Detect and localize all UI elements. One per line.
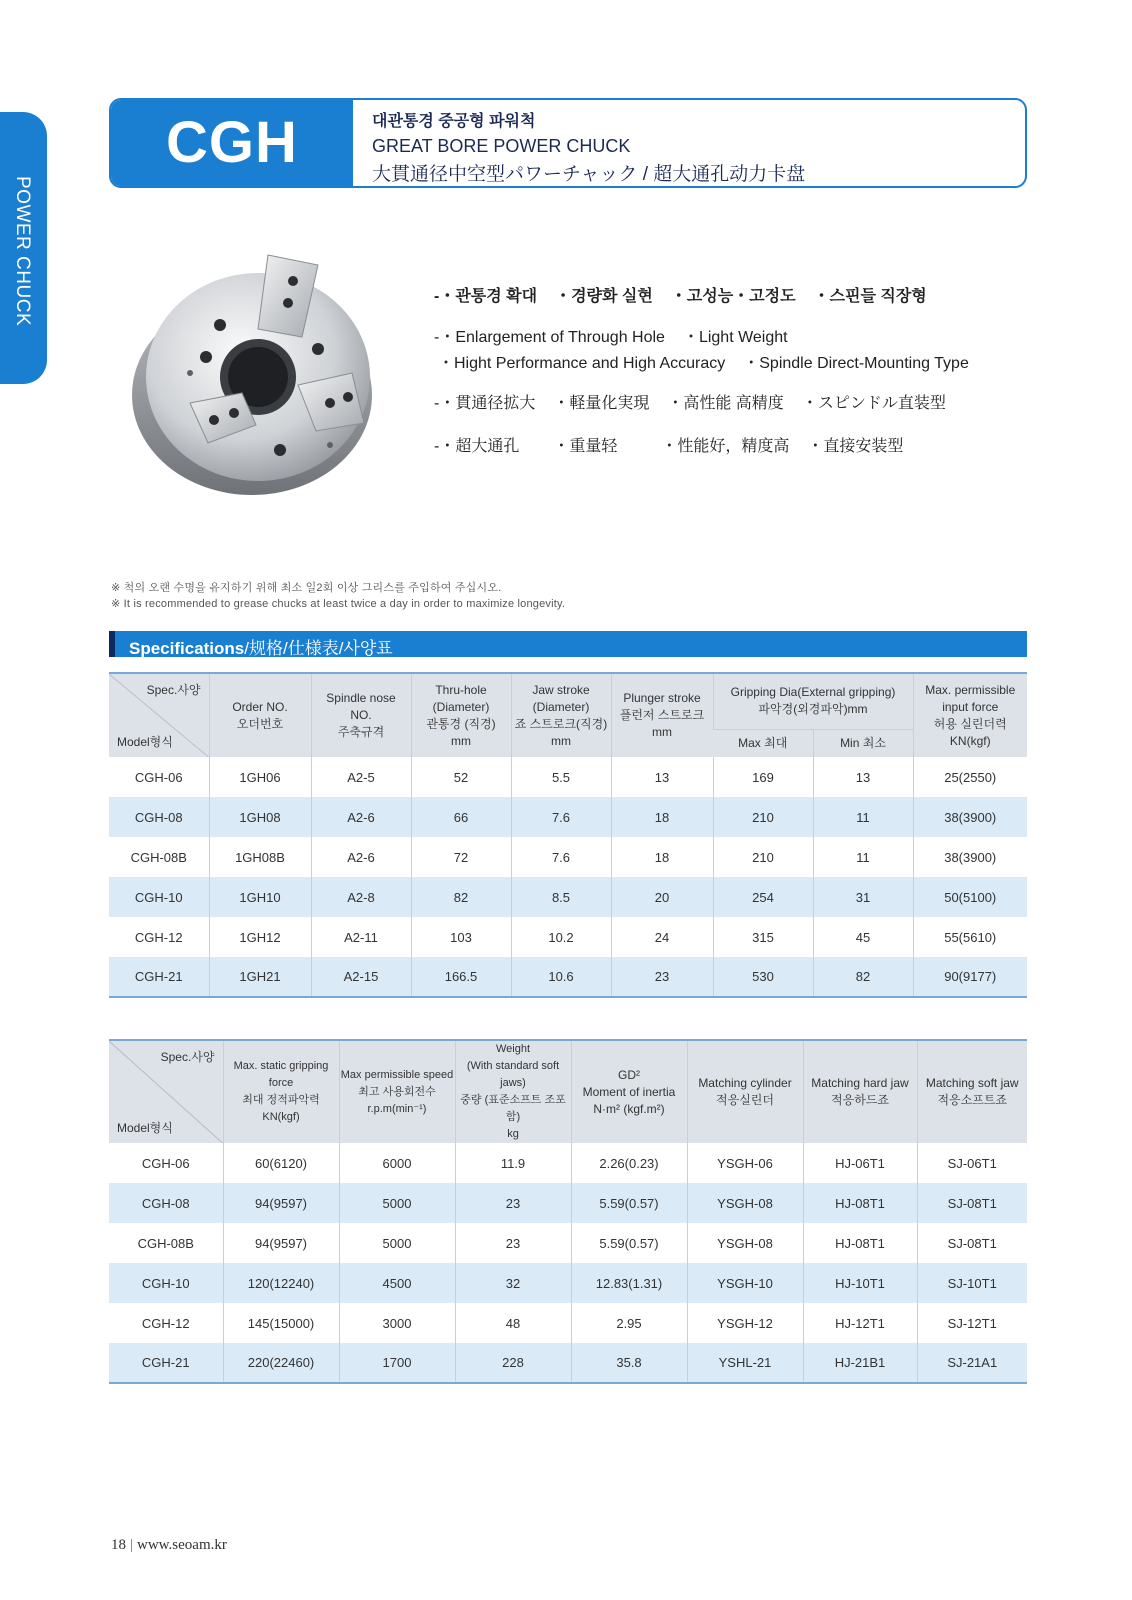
col-spindle-nose: Spindle nose NO. 주축규격: [311, 673, 411, 757]
product-code: CGH: [111, 100, 353, 186]
table-row: [109, 1263, 1027, 1303]
specifications-bar: [109, 631, 1027, 657]
table-cell: 94(9597): [223, 1183, 339, 1223]
table-cell: SJ-10T1: [917, 1263, 1027, 1303]
corner-cell: Spec.사양 Model형식: [109, 1040, 223, 1143]
table-cell: 1GH10: [209, 877, 311, 917]
table-cell: YSHL-21: [687, 1343, 803, 1383]
note-english: ※ It is recommended to grease chucks at least twice a day in order to maximize longevity.: [111, 598, 566, 610]
table-cell: YSGH-06: [687, 1143, 803, 1183]
table-row: [109, 797, 1027, 837]
table-cell: 32: [455, 1263, 571, 1303]
table-cell: 13: [611, 757, 713, 797]
table-cell: 66: [411, 797, 511, 837]
table-cell: 55(5610): [913, 917, 1027, 957]
side-tab-label: POWER CHUCK: [12, 176, 33, 327]
table-cell: 18: [611, 797, 713, 837]
power-chuck-image: [130, 245, 382, 503]
table-cell: HJ-12T1: [803, 1303, 917, 1343]
table-cell: 20: [611, 877, 713, 917]
table-cell: 11.9: [455, 1143, 571, 1183]
model-cell: CGH-10: [109, 877, 209, 917]
table-cell: 82: [813, 957, 913, 997]
model-cell: CGH-21: [109, 1343, 223, 1383]
features-english-2: ・Hight Performance and High Accuracy ・Spindle Direct-Mounting Type: [438, 355, 969, 372]
table-cell: 5.59(0.57): [571, 1223, 687, 1263]
table-cell: 31: [813, 877, 913, 917]
model-cell: CGH-08: [109, 1183, 223, 1223]
table-cell: 72: [411, 837, 511, 877]
model-cell: CGH-12: [141, 1315, 190, 1331]
title-english: GREAT BORE POWER CHUCK: [372, 136, 631, 156]
model-cell: CGH-06: [134, 769, 183, 785]
table-cell: 103: [411, 917, 511, 957]
specifications-title: Specifications/规格/仕様表/사양표: [129, 639, 393, 658]
table-cell: 94(9597): [223, 1223, 339, 1263]
table-cell: 228: [455, 1343, 571, 1383]
table-cell: 10.2: [511, 917, 611, 957]
table-cell: 169: [713, 757, 813, 797]
table-cell: 45: [813, 917, 913, 957]
table-cell: 1GH21: [209, 957, 311, 997]
col-grip-min: Min 최소: [813, 729, 913, 757]
table-cell: 50(5100): [913, 877, 1027, 917]
table-row: [109, 757, 1027, 797]
table-cell: 5.5: [511, 757, 611, 797]
table-cell: YSGH-10: [687, 1263, 803, 1303]
table-cell: HJ-08T1: [803, 1223, 917, 1263]
table-cell: 1GH08B: [209, 837, 311, 877]
spec-table-1: [109, 672, 1027, 998]
table-cell: 210: [713, 837, 813, 877]
table-cell: A2-5: [311, 757, 411, 797]
table-cell: 52: [411, 757, 511, 797]
table-cell: A2-11: [311, 917, 411, 957]
table-cell: 35.8: [571, 1343, 687, 1383]
col-order-no: Order NO. 오더번호: [209, 673, 311, 757]
table-cell: 11: [813, 837, 913, 877]
table-cell: 530: [713, 957, 813, 997]
table-row: [109, 1143, 1027, 1183]
table-cell: 3000: [339, 1303, 455, 1343]
table-cell: 38(3900): [913, 837, 1027, 877]
table-cell: YSGH-12: [687, 1303, 803, 1343]
table-cell: 11: [813, 797, 913, 837]
table-cell: 220(22460): [223, 1343, 339, 1383]
table-cell: A2-8: [311, 877, 411, 917]
table-cell: 5000: [339, 1183, 455, 1223]
table-cell: 23: [611, 957, 713, 997]
table-cell: 1GH06: [209, 757, 311, 797]
table-row: [109, 877, 1027, 917]
table-cell: 7.6: [511, 837, 611, 877]
table-cell: SJ-21A1: [917, 1343, 1027, 1383]
page-number: 18: [111, 1537, 126, 1553]
spec-table-2: [109, 1039, 1027, 1384]
table-cell: 6000: [339, 1143, 455, 1183]
table-cell: 2.95: [571, 1303, 687, 1343]
table-cell: 24: [611, 917, 713, 957]
table-cell: 5.59(0.57): [571, 1183, 687, 1223]
table-cell: 10.6: [511, 957, 611, 997]
table-cell: SJ-06T1: [917, 1143, 1027, 1183]
col-input-force: Max. permissible input force 허용 실린더력 KN(kgf): [913, 673, 1027, 757]
side-tab: [0, 112, 47, 384]
title-japanese-chinese: 大貫通径中空型パワーチャック / 超大通孔动力卡盘: [372, 164, 806, 185]
col-gripping-dia: Gripping Dia(External gripping) 파악경(외경파악)mm: [713, 673, 913, 729]
table-cell: HJ-08T1: [803, 1183, 917, 1223]
features-chinese: -・超大通孔 ・重量轻 ・性能好，精度高 ・直接安装型: [434, 438, 904, 455]
col-thru-hole: Thru-hole (Diameter) 관통경 (직경) mm: [411, 673, 511, 757]
table-cell: 8.5: [511, 877, 611, 917]
table-cell: HJ-10T1: [803, 1263, 917, 1303]
table-cell: 315: [713, 917, 813, 957]
table-cell: 48: [455, 1303, 571, 1343]
table-cell: A2-15: [311, 957, 411, 997]
col-matching-soft-jaw: Matching soft jaw 적응소프트죠: [917, 1040, 1027, 1143]
table-cell: 38(3900): [913, 797, 1027, 837]
table-cell: 4500: [339, 1263, 455, 1303]
table-cell: 60(6120): [223, 1143, 339, 1183]
table-cell: 1700: [339, 1343, 455, 1383]
page-footer: 18 | www.seoam.kr: [111, 1537, 227, 1553]
model-cell: CGH-10: [109, 1263, 223, 1303]
table-cell: 18: [611, 837, 713, 877]
col-moment-of-inertia: GD² Moment of inertia N·m² (kgf.m²): [571, 1040, 687, 1143]
table-cell: YSGH-08: [687, 1223, 803, 1263]
table-cell: 82: [411, 877, 511, 917]
corner-cell: Spec.사양 Model형식: [109, 673, 209, 757]
table-row: [109, 1343, 1027, 1383]
table-cell: A2-6: [311, 837, 411, 877]
table-cell: 13: [813, 757, 913, 797]
table-cell: SJ-08T1: [917, 1223, 1027, 1263]
note-korean: ※ 척의 오랜 수명을 유지하기 위해 최소 일2회 이상 그리스를 주입하여 주십시오.: [111, 582, 502, 594]
col-jaw-stroke: Jaw stroke (Diameter) 죠 스트로크(직경) mm: [511, 673, 611, 757]
features-english-1: -・Enlargement of Through Hole ・Light Weight: [434, 329, 788, 346]
table-cell: 1GH12: [209, 917, 311, 957]
table-cell: 23: [455, 1223, 571, 1263]
model-cell: CGH-21: [109, 957, 209, 997]
table-cell: 2.26(0.23): [571, 1143, 687, 1183]
table-cell: A2-6: [311, 797, 411, 837]
table-cell: YSGH-08: [687, 1183, 803, 1223]
table-row: [109, 1183, 1027, 1223]
table-cell: SJ-12T1: [917, 1303, 1027, 1343]
table-cell: 23: [455, 1183, 571, 1223]
col-gripping-force: Max. static gripping force 최대 정적파악력 KN(kgf): [223, 1040, 339, 1143]
table-cell: 145(15000): [223, 1303, 339, 1343]
table-cell: 5000: [339, 1223, 455, 1263]
features-japanese: -・貫通径拡大 ・軽量化実現 ・高性能 高精度 ・スピンドル直装型: [434, 395, 946, 412]
table-row: [109, 1303, 1027, 1343]
col-plunger-stroke: Plunger stroke 플런저 스트로크 mm: [611, 673, 713, 757]
col-matching-hard-jaw: Matching hard jaw 적응하드죠: [803, 1040, 917, 1143]
table-cell: 7.6: [511, 797, 611, 837]
table-cell: 210: [713, 797, 813, 837]
model-cell: CGH-06: [141, 1155, 190, 1171]
features-korean: -・관통경 확대 ・경량화 실현 ・고성능・고정도 ・스핀들 직장형: [434, 288, 927, 305]
table-cell: 12.83(1.31): [571, 1263, 687, 1303]
col-matching-cylinder: Matching cylinder 적응실린더: [687, 1040, 803, 1143]
col-grip-max: Max 최대: [713, 729, 813, 757]
table-row: [109, 837, 1027, 877]
title-korean: 대관통경 중공형 파워척: [372, 113, 536, 130]
table-cell: HJ-06T1: [803, 1143, 917, 1183]
table-cell: 254: [713, 877, 813, 917]
model-cell: CGH-12: [134, 929, 183, 945]
col-max-speed: Max permissible speed 최고 사용회전수 r.p.m(min⁻¹): [339, 1040, 455, 1143]
table-cell: 25(2550): [913, 757, 1027, 797]
model-cell: CGH-08: [109, 797, 209, 837]
table-cell: 1GH08: [209, 797, 311, 837]
table-cell: SJ-08T1: [917, 1183, 1027, 1223]
table-row: [109, 1223, 1027, 1263]
website-url: www.seoam.kr: [137, 1537, 227, 1553]
col-weight: Weight (With standard soft jaws) 중량 (표준소프트 조포함) kg: [455, 1040, 571, 1143]
table-row: [109, 957, 1027, 997]
table-row: [109, 917, 1027, 957]
model-cell: CGH-08B: [130, 849, 187, 865]
table-cell: HJ-21B1: [803, 1343, 917, 1383]
table-cell: 90(9177): [913, 957, 1027, 997]
product-header: [109, 98, 1027, 188]
model-cell: CGH-08B: [137, 1235, 194, 1251]
table-cell: 166.5: [411, 957, 511, 997]
table-cell: 120(12240): [223, 1263, 339, 1303]
